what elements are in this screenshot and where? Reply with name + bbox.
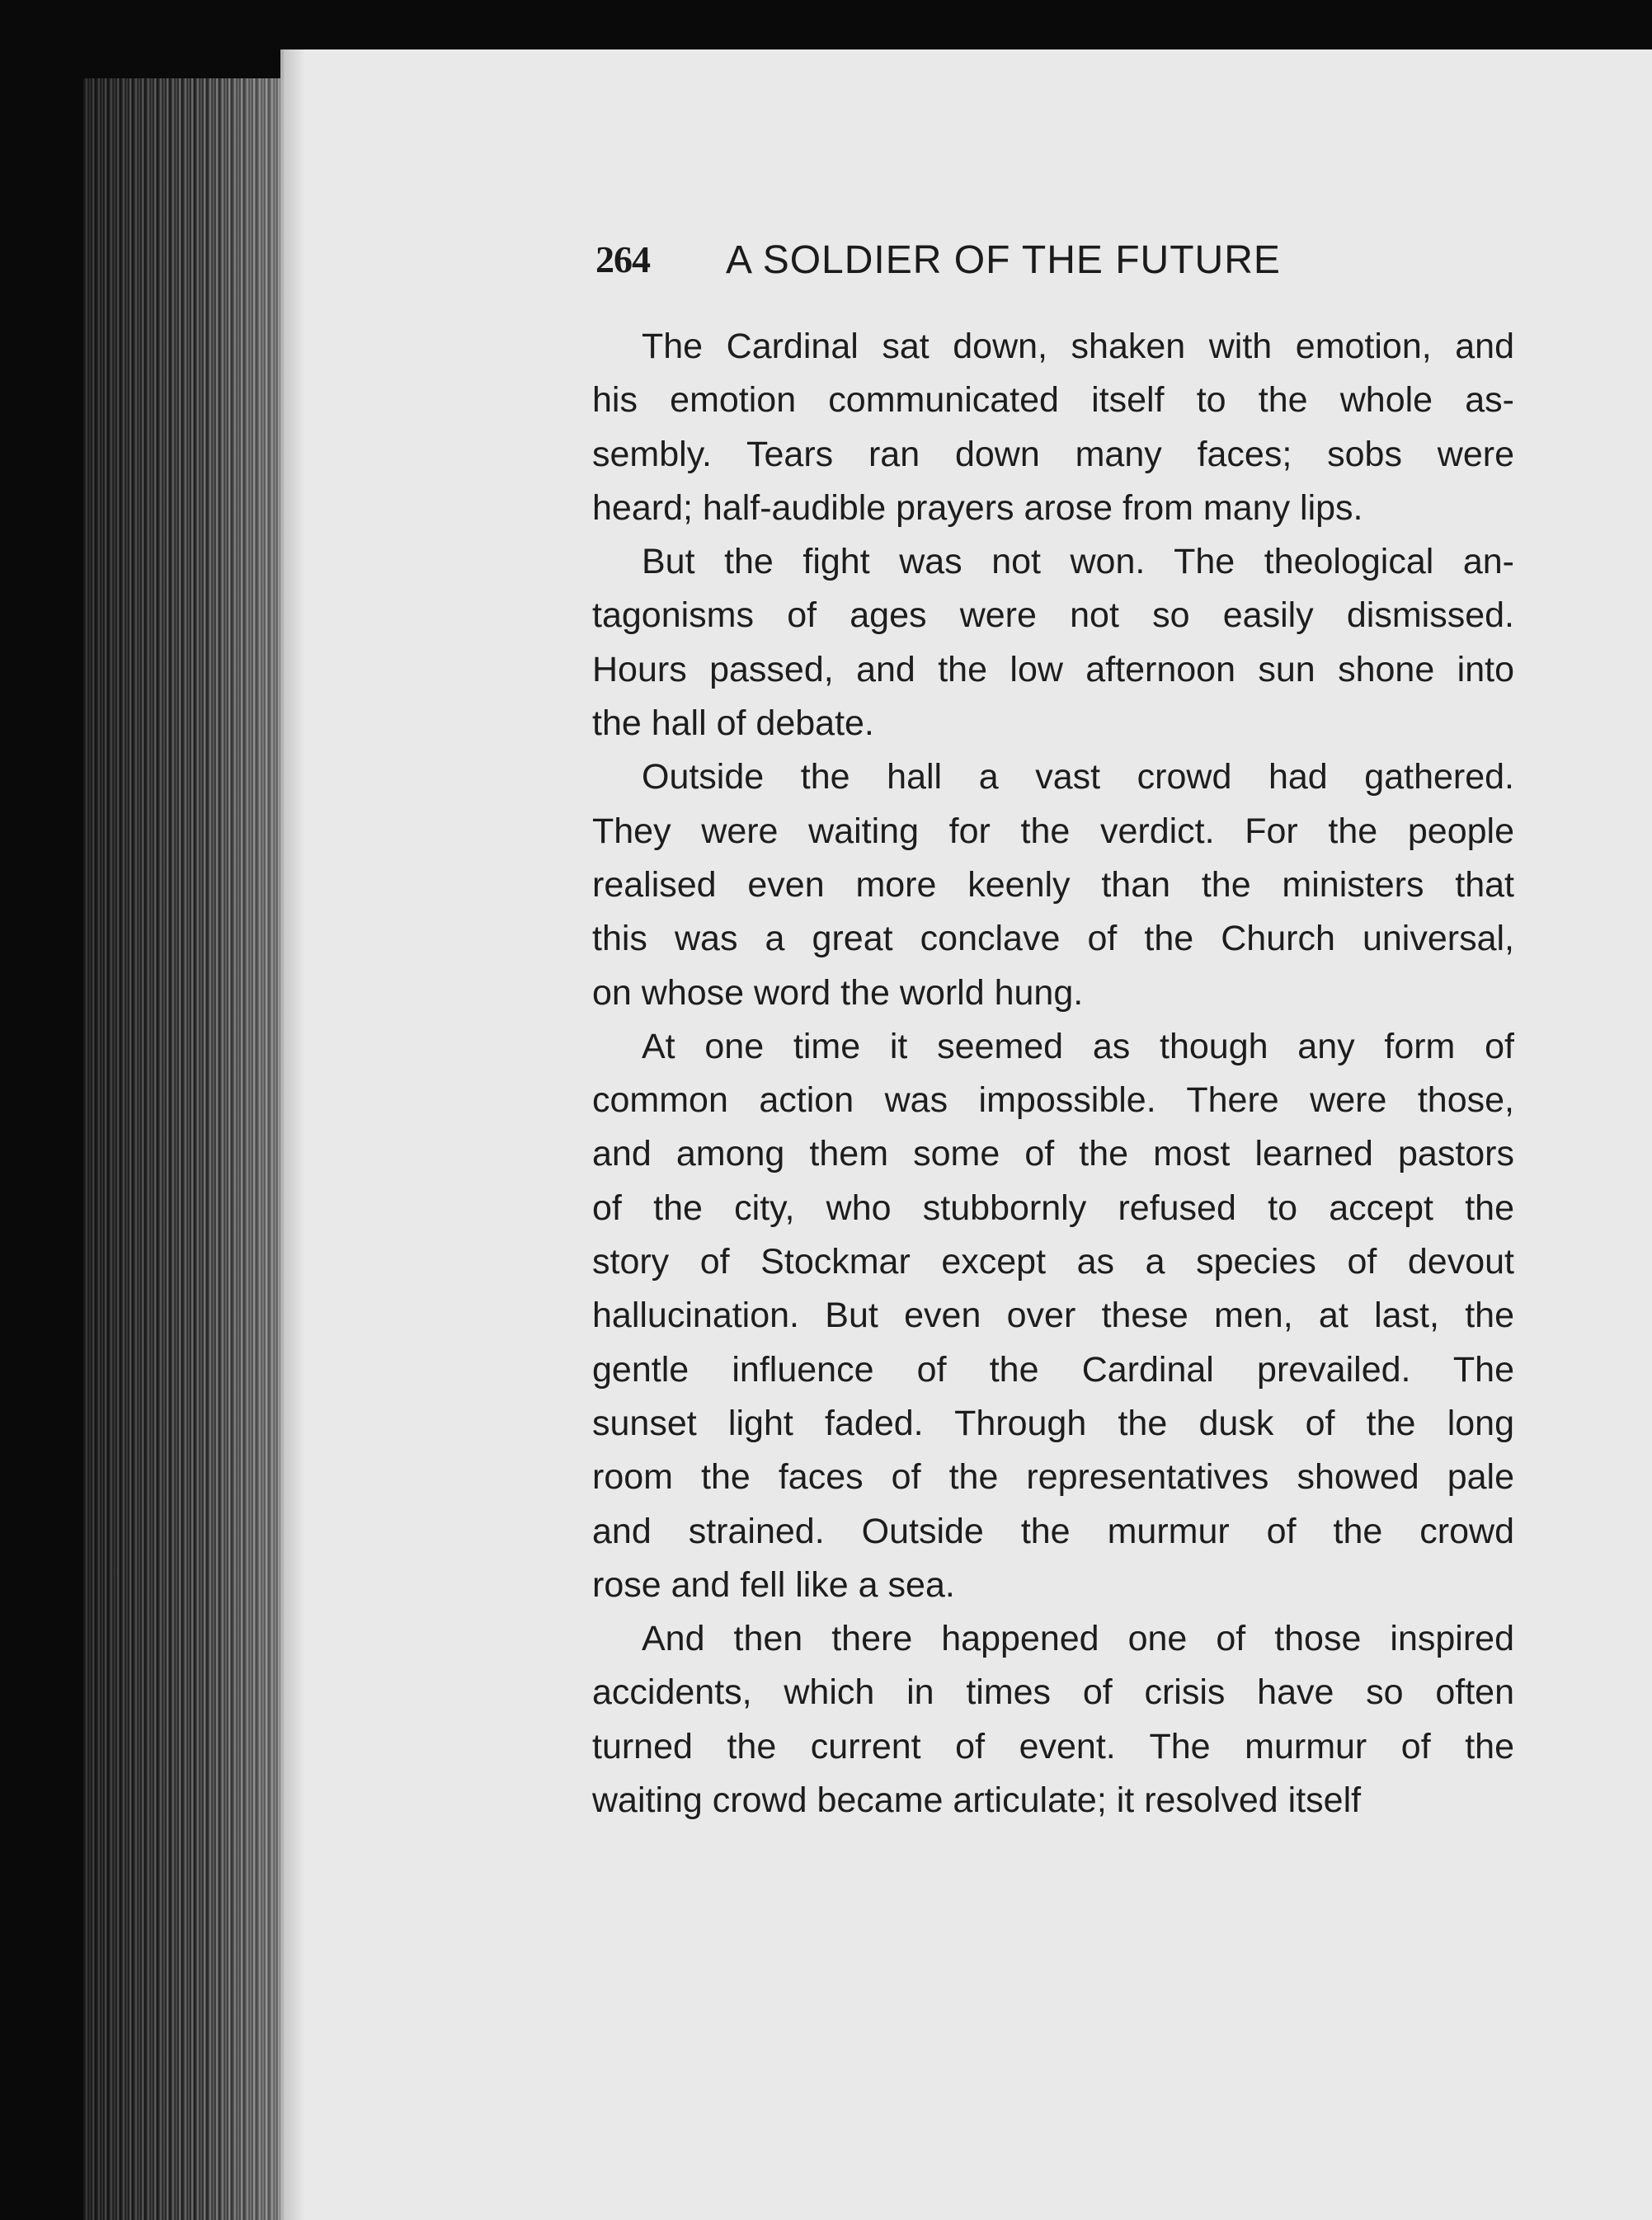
body-text [592, 320, 1514, 1827]
text-line: rose and fell like a sea. [592, 1564, 955, 1605]
paragraph [592, 1612, 1514, 1827]
page-gutter-shadow [280, 49, 305, 2220]
book-page-edges [82, 78, 280, 2220]
text-line: of the city, who stubbornly refused to accept the [592, 1188, 1514, 1228]
text-line: the hall of debate. [592, 703, 874, 744]
text-line: But the fight was not won. The theological an- [642, 542, 1514, 582]
paragraph [592, 750, 1514, 1019]
text-line: and strained. Outside the murmur of the crowd [592, 1511, 1514, 1551]
page-number: 264 [595, 238, 650, 280]
text-line: gentle influence of the Cardinal prevailed. The [592, 1349, 1514, 1390]
text-line: story of Stockmar except as a species of devout [592, 1242, 1514, 1282]
paragraph [592, 535, 1514, 750]
text-line: Outside the hall a vast crowd had gathered. [642, 757, 1514, 797]
text-line: tagonisms of ages were not so easily dismissed. [592, 595, 1514, 636]
text-line: waiting crowd became articulate; it resolved itself [592, 1780, 1362, 1821]
text-line: realised even more keenly than the ministers that [592, 864, 1514, 905]
text-line: common action was impossible. There were those, [592, 1080, 1514, 1121]
text-line: this was a great conclave of the Church universal, [592, 919, 1514, 959]
book-title: A SOLDIER OF THE FUTURE [726, 238, 1281, 282]
text-line: hallucination. But even over these men, at last, the [592, 1296, 1514, 1336]
text-line: and among them some of the most learned pastors [592, 1134, 1514, 1174]
text-line: The Cardinal sat down, shaken with emotion, and [642, 327, 1514, 366]
text-line: room the faces of the representatives showed pale [592, 1457, 1514, 1498]
text-line: accidents, which in times of crisis have so often [592, 1672, 1514, 1713]
text-line: And then there happened one of those inspired [642, 1619, 1514, 1659]
text-line: heard; half-audible prayers arose from many lips. [592, 487, 1363, 528]
paragraph [592, 1020, 1514, 1612]
text-line: Hours passed, and the low afternoon sun shone into [592, 649, 1514, 689]
paragraph [592, 320, 1514, 535]
text-line: turned the current of event. The murmur of the [592, 1726, 1514, 1766]
text-line: his emotion communicated itself to the whole as- [592, 380, 1514, 421]
text-line: sembly. Tears ran down many faces; sobs were [592, 434, 1514, 474]
text-line: They were waiting for the verdict. For the people [592, 811, 1514, 851]
text-line: At one time it seemed as though any form of [642, 1026, 1514, 1066]
running-head [595, 238, 1519, 295]
text-line: on whose word the world hung. [592, 972, 1084, 1013]
text-line: sunset light faded. Through the dusk of the long [592, 1403, 1514, 1443]
